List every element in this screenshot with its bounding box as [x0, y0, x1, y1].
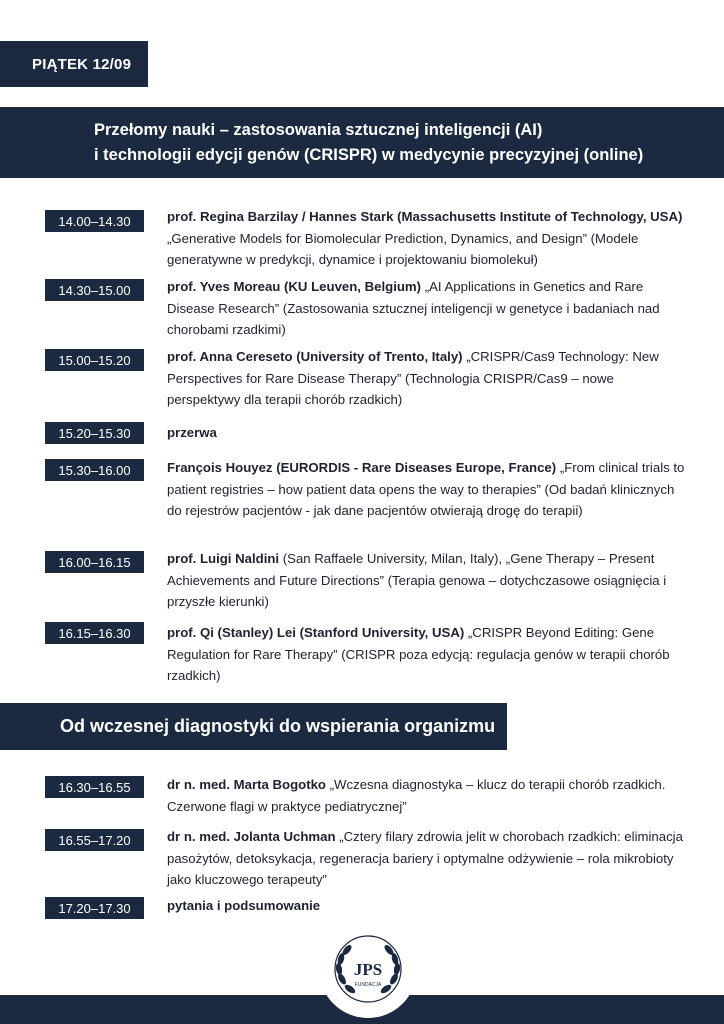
speaker-name: przerwa [167, 425, 217, 440]
session-description [167, 895, 687, 917]
session-description [167, 826, 687, 891]
session-description [167, 422, 687, 444]
time-badge: 14.00–14.30 [45, 210, 144, 232]
time-badge: 16.30–16.55 [45, 776, 144, 798]
time-badge: 16.55–17.20 [45, 829, 144, 851]
time-badge: 15.20–15.30 [45, 422, 144, 444]
time-badge: 17.20–17.30 [45, 897, 144, 919]
session-title: „From clinical trials to patient registries – how patient data opens the way to therapies” (Od badań klinicznych do rejestrów pacjentów - jak dane pacjentów otwierają drogę do terapii) [167, 460, 685, 518]
session-description [167, 206, 687, 271]
speaker-name: dr n. med. Marta Bogotko [167, 777, 326, 792]
time-badge: 14.30–15.00 [45, 279, 144, 301]
section-1-title-line2: i technologii edycji genów (CRISPR) w medycynie precyzyjnej (online) [94, 145, 644, 164]
section-2-banner [0, 703, 507, 750]
session-description [167, 548, 687, 613]
session-description [167, 346, 687, 411]
speaker-name: pytania i podsumowanie [167, 898, 321, 913]
session-title: „CRISPR/Cas9 Technology: New Perspectives for Rare Disease Therapy” (Technologia CRISPR/Cas9 – nowe perspektywy dla terapii chorób rzadkich) [167, 349, 659, 407]
section-1-title-line1: Przełomy nauki – zastosowania sztucznej inteligencji (AI) [94, 120, 543, 139]
foundation-logo [319, 920, 417, 1018]
session-title: „Generative Models for Biomolecular Prediction, Dynamics, and Design” (Modele generatywne w predykcji, dynamice i projektowaniu biomolekuł) [167, 230, 639, 267]
speaker-name: prof. Qi (Stanley) Lei (Stanford University, USA) [167, 625, 465, 640]
time-badge: 15.30–16.00 [45, 459, 144, 481]
session-title: „Wczesna diagnostyka – klucz do terapii chorób rzadkich. Czerwone flagi w praktyce pediatrycznej” [167, 777, 666, 814]
speaker-name: prof. Anna Cereseto (University of Trento, Italy) [167, 349, 463, 364]
section-1-banner [0, 107, 724, 178]
session-description [167, 276, 687, 341]
session-description [167, 622, 687, 687]
session-title: (San Raffaele University, Milan, Italy), „Gene Therapy – Present Achievements and Future Directions” (Terapia genowa – dotychczasowe osiągnięcia i przyszłe kierunki) [167, 551, 667, 609]
speaker-name: prof. Regina Barzilay / Hannes Stark (Massachusetts Institute of Technology, USA) [167, 209, 683, 224]
section-2-title: Od wczesnej diagnostyki do wspierania organizmu [60, 716, 496, 736]
speaker-name: dr n. med. Jolanta Uchman [167, 829, 336, 844]
session-description [167, 774, 687, 817]
session-title: „Cztery filary zdrowia jelit w chorobach rzadkich: eliminacja pasożytów, detoksykacja, regeneracja bariery i optymalne odżywienie – rola mikrobioty jako kluczowego terapeuty” [167, 829, 683, 887]
session-title: „AI Applications in Genetics and Rare Disease Research” (Zastosowania sztucznej inteligencji w genetyce i badaniach nad chorobami rzadkimi) [167, 279, 660, 337]
day-label: PIĄTEK 12/09 [0, 41, 148, 87]
session-description [167, 457, 687, 522]
time-badge: 15.00–15.20 [45, 349, 144, 371]
time-badge: 16.15–16.30 [45, 622, 144, 644]
speaker-name: prof. Luigi Naldini [167, 551, 280, 566]
laurel-logo-icon [328, 929, 408, 1009]
logo-text: JPS [353, 960, 383, 979]
session-title: „CRISPR Beyond Editing: Gene Regulation for Rare Therapy” (CRISPR poza edycją: regulacja genów w terapii chorób rzadkich) [167, 625, 670, 683]
speaker-name: prof. Yves Moreau (KU Leuven, Belgium) [167, 279, 422, 294]
speaker-name: François Houyez (EURORDIS - Rare Diseases Europe, France) [167, 460, 557, 475]
time-badge: 16.00–16.15 [45, 551, 144, 573]
logo-subtext: FUNDACJA [354, 982, 382, 988]
